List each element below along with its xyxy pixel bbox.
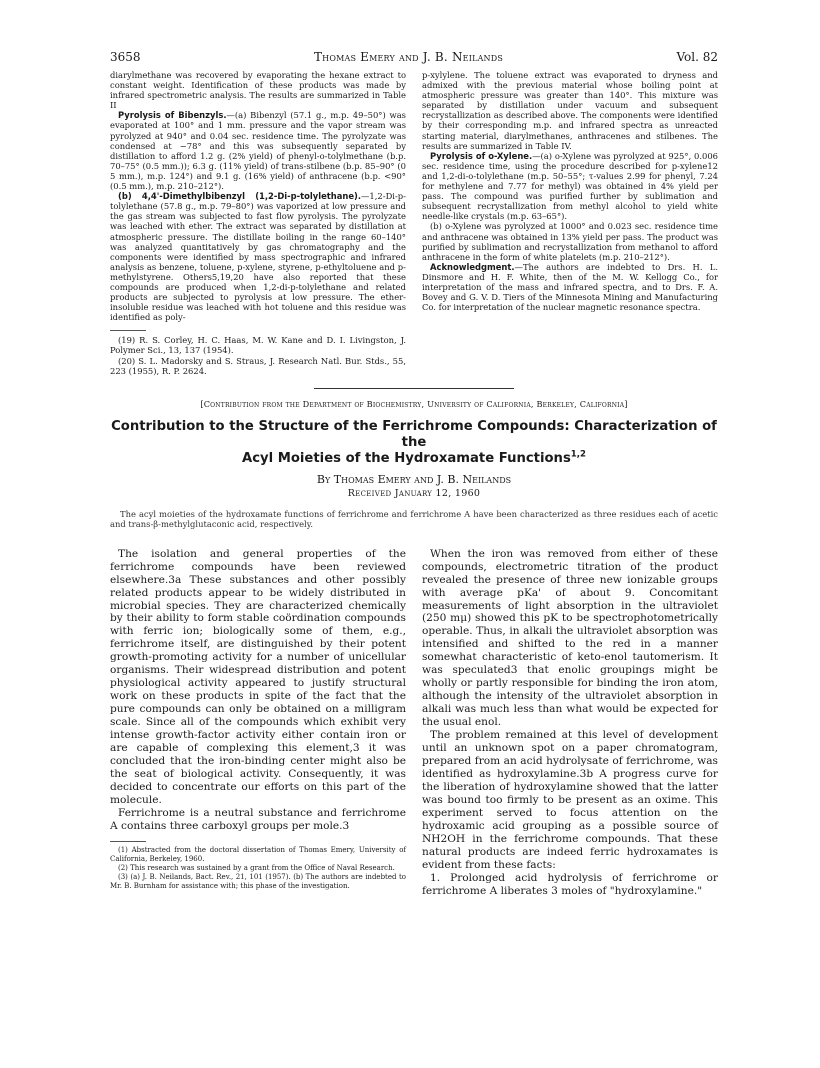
- title-footnote-marker: 1,2: [570, 449, 586, 460]
- body-right-p1: When the iron was removed from either of these compounds, electrometric titration of the product revealed the presence of three new ionizable groups with average pKa' of about 9. Concomitant measurements of light absorption in the ultraviolet (250 mμ) showed this pK to be spectrophotometrically operable. Thus, in alkali the ultraviolet absorption was intensified and shifted to the red in a manner somewhat characteristic of keto-enol tautomerism. It was speculated3 that enolic groupings might be wholly or partly responsible for binding the iron atom, although the intensity of the ultraviolet absorption in alkali was much less than what would be expected for the usual enol.: [422, 547, 718, 729]
- footnote-2: (2) This research was sustained by a grant from the Office of Naval Research.: [118, 863, 395, 872]
- previous-article-columns: [110, 70, 718, 376]
- running-header: [110, 50, 718, 70]
- footnote-3: (3) (a) J. B. Neilands, Bact. Rev., 21, 101 (1957). (b) The authors are indebted to Mr. B. Burnham for assistance with; this phase of the investigation.: [110, 872, 406, 890]
- footnote-rule: [110, 330, 146, 331]
- body-left-p2: Ferrichrome is a neutral substance and ferrichrome A contains three carboxyl groups per mole.3: [110, 806, 406, 832]
- acknowledgment: Acknowledgment.—The authors are indebted to Drs. H. L. Dinsmore and H. F. White, then of the M. W. Kellogg Co., for interpretation of the mass and infrared spectra, and to Drs. F. A. Bovey and G. V. D. Tiers of the Minnesota Mining and Manufacturing Co. for interpretation of the nuclear magnetic resonance spectra.: [422, 261, 718, 313]
- prev-right-p1: p-xylylene. The toluene extract was evaporated to dryness and admixed with the previous material whose boiling point at atmospheric pressure was greater than 140°. This mixture was separated by distillation under vacuum and subsequent recrystallization as described above. The components were identified by their corresponding m.p. and infrared spectra as unreacted starting material, diarylmethanes, anthracenes and stilbenes. The results are summarized in Table IV.: [422, 70, 718, 151]
- page-number: 3658: [110, 50, 141, 64]
- byline: By Thomas Emery and J. B. Neilands: [316, 472, 512, 486]
- article-title: [110, 419, 718, 467]
- section-heading-dimethylbibenzyl: (b) 4,4'-Dimethylbibenzyl (1,2-Di-p-tolylethane).: [118, 191, 362, 202]
- abstract: The acyl moieties of the hydroxamate functions of ferrichrome and ferrichrome A have been characterized as three residues each of acetic and trans-β-methylglutaconic acid, respectively.: [110, 508, 718, 530]
- section-heading-bibenzyls: Pyrolysis of Bibenzyls.: [118, 110, 227, 121]
- footnote-rule: [110, 841, 146, 842]
- article-body-columns: [110, 548, 718, 898]
- prev-left-p1: diarylmethane was recovered by evaporating the hexane extract to constant weight. Identification of these products was made by infrared spectrometric analysis. The results are summarized in Table II: [110, 70, 406, 111]
- footnote-19: (19) R. S. Corley, H. C. Haas, M. W. Kane and D. I. Livingston, J. Polymer Sci., 13, 137 (1954).: [110, 335, 406, 356]
- prev-right-p2: Pyrolysis of o-Xylene.—(a) o-Xylene was pyrolyzed at 925°, 0.006 sec. residence time, using the procedure described for p-xylene12 and 1,2-di-o-tolylethane (m.p. 50–55°; τ-values 2.99 for phenyl, 7.24 for methylene and 7.77 for methyl) was obtained in 4% yield per pass. The compound was purified further by sublimation and subsequent recrystallization from methyl alcohol to yield white needle-like crystals (m.p. 63–65°).: [422, 150, 718, 222]
- acknowledgment-heading: Acknowledgment.: [430, 261, 515, 272]
- prev-left-column: [110, 70, 406, 376]
- footnote-20: (20) S. L. Madorsky and S. Straus, J. Research Natl. Bur. Stds., 55, 223 (1955), R. P. 2624.: [110, 355, 406, 376]
- footnotes: [110, 841, 406, 891]
- running-authors: Thomas Emery and J. B. Neilands: [313, 50, 504, 64]
- received-date: Received January 12, 1960: [347, 487, 481, 499]
- prev-left-p2: Pyrolysis of Bibenzyls.—(a) Bibenzyl (57.1 g., m.p. 49–50°) was evaporated at 100° and 1 mm. pressure and the vapor stream was pyrolyzed at 940° and 0.04 sec. residence time. The pyrolyzate was condensed at −78° and this was subsequently separated by distillation to afford 1.2 g. (2% yield) of phenyl-o-tolylmethane (b.p. 70–75° (0.5 mm.)); 6.3 g. (11% yield) of trans-stilbene (b.p. 85–90° (0 5 mm.), m.p. 124°) and 9.1 g. (16% yield) of anthracene (b.p. <90° (0.5 mm.), m.p. 210–212°).: [110, 110, 406, 192]
- body-left-column: [110, 548, 406, 898]
- prev-left-p3: (b) 4,4'-Dimethylbibenzyl (1,2-Di-p-tolylethane).—1,2-Di-p-tolylethane (57.8 g., m.p. 79–80°) was vaporized at low pressure and the gas stream was subjected to fast flow pyrolysis. The pyrolyzate was leached with ether. The extract was separated by distillation at atmospheric pressure. The distillate boiling in the range 60–140° was analyzed quantitatively by gas chromatography and the components were identified by mass spectrographic and infrared analysis as benzene, toluene, p-xylene, styrene, p-ethyltoluene and p-methylstyrene. Others5,19,20 have also reported that these compounds are produced when 1,2-di-p-tolylethane and related products are subjected to pyrolysis at low pressure. The ether-insoluble residue was leached with hot toluene and this residue was identified as poly-: [110, 191, 406, 323]
- body-right-p3: 1. Prolonged acid hydrolysis of ferrichrome or ferrichrome A liberates 3 moles of "hydroxylamine.": [422, 871, 718, 897]
- prev-right-p3: (b) o-Xylene was pyrolyzed at 1000° and 0.023 sec. residence time and anthracene was obtained in 13% yield per pass. The product was purified by sublimation and recrystallization from methanol to afford anthracene in the form of white platelets (m.p. 210–212°).: [422, 221, 718, 262]
- article-divider: [314, 388, 514, 389]
- prev-right-column: [422, 70, 718, 376]
- body-left-p1: The isolation and general properties of the ferrichrome compounds have been reviewed elsewhere.3a These substances and other possibly related products appear to be widely distributed in microbial species. They are characterized chemically by their ability to form stable coördination compounds with ferric ion; biologically some of them, e.g., ferrichrome itself, are distinguished by their potent growth-promoting activity for a number of unicellular organisms. Their widespread distribution and potent physiological activity appeared to justify structural work on these products in spite of the fact that the pure compounds can only be obtained on a milligram scale. Since all of the compounds which exhibit very intense growth-factor activity either contain iron or are capable of complexing this element,3 it was concluded that the iron-binding center might also be the seat of biological activity. Consequently, it was decided to concentrate our efforts on this part of the molecule.: [110, 547, 406, 806]
- title-line-1: Contribution to the Structure of the Ferrichrome Compounds: Characterization of the: [111, 418, 717, 450]
- section-heading-o-xylene: Pyrolysis of o-Xylene.: [430, 150, 533, 161]
- footnote-1: (1) Abstracted from the doctoral dissertation of Thomas Emery, University of California, Berkeley, 1960.: [110, 845, 406, 863]
- body-right-p2: The problem remained at this level of development until an unknown spot on a paper chromatogram, prepared from an acid hydrolysate of ferrichrome, was identified as hydroxylamine.3b A progress curve for the liberation of hydroxylamine showed that the latter was bound too firmly to be present as an oxime. This experiment served to focus attention on the hydroxamic acid grouping as a possible source of NH2OH in the ferrichrome compounds. That these natural products are indeed ferric hydroxamates is evident from these facts:: [422, 729, 718, 871]
- title-line-2: Acyl Moieties of the Hydroxamate Functions$^{1,2}$: [242, 449, 586, 466]
- contribution-line: [Contribution from the Department of Biochemistry, University of California, Berkeley, California]: [200, 398, 628, 409]
- journal-page: [110, 50, 718, 897]
- volume-label: Vol. 82: [676, 50, 718, 64]
- body-right-column: [422, 548, 718, 898]
